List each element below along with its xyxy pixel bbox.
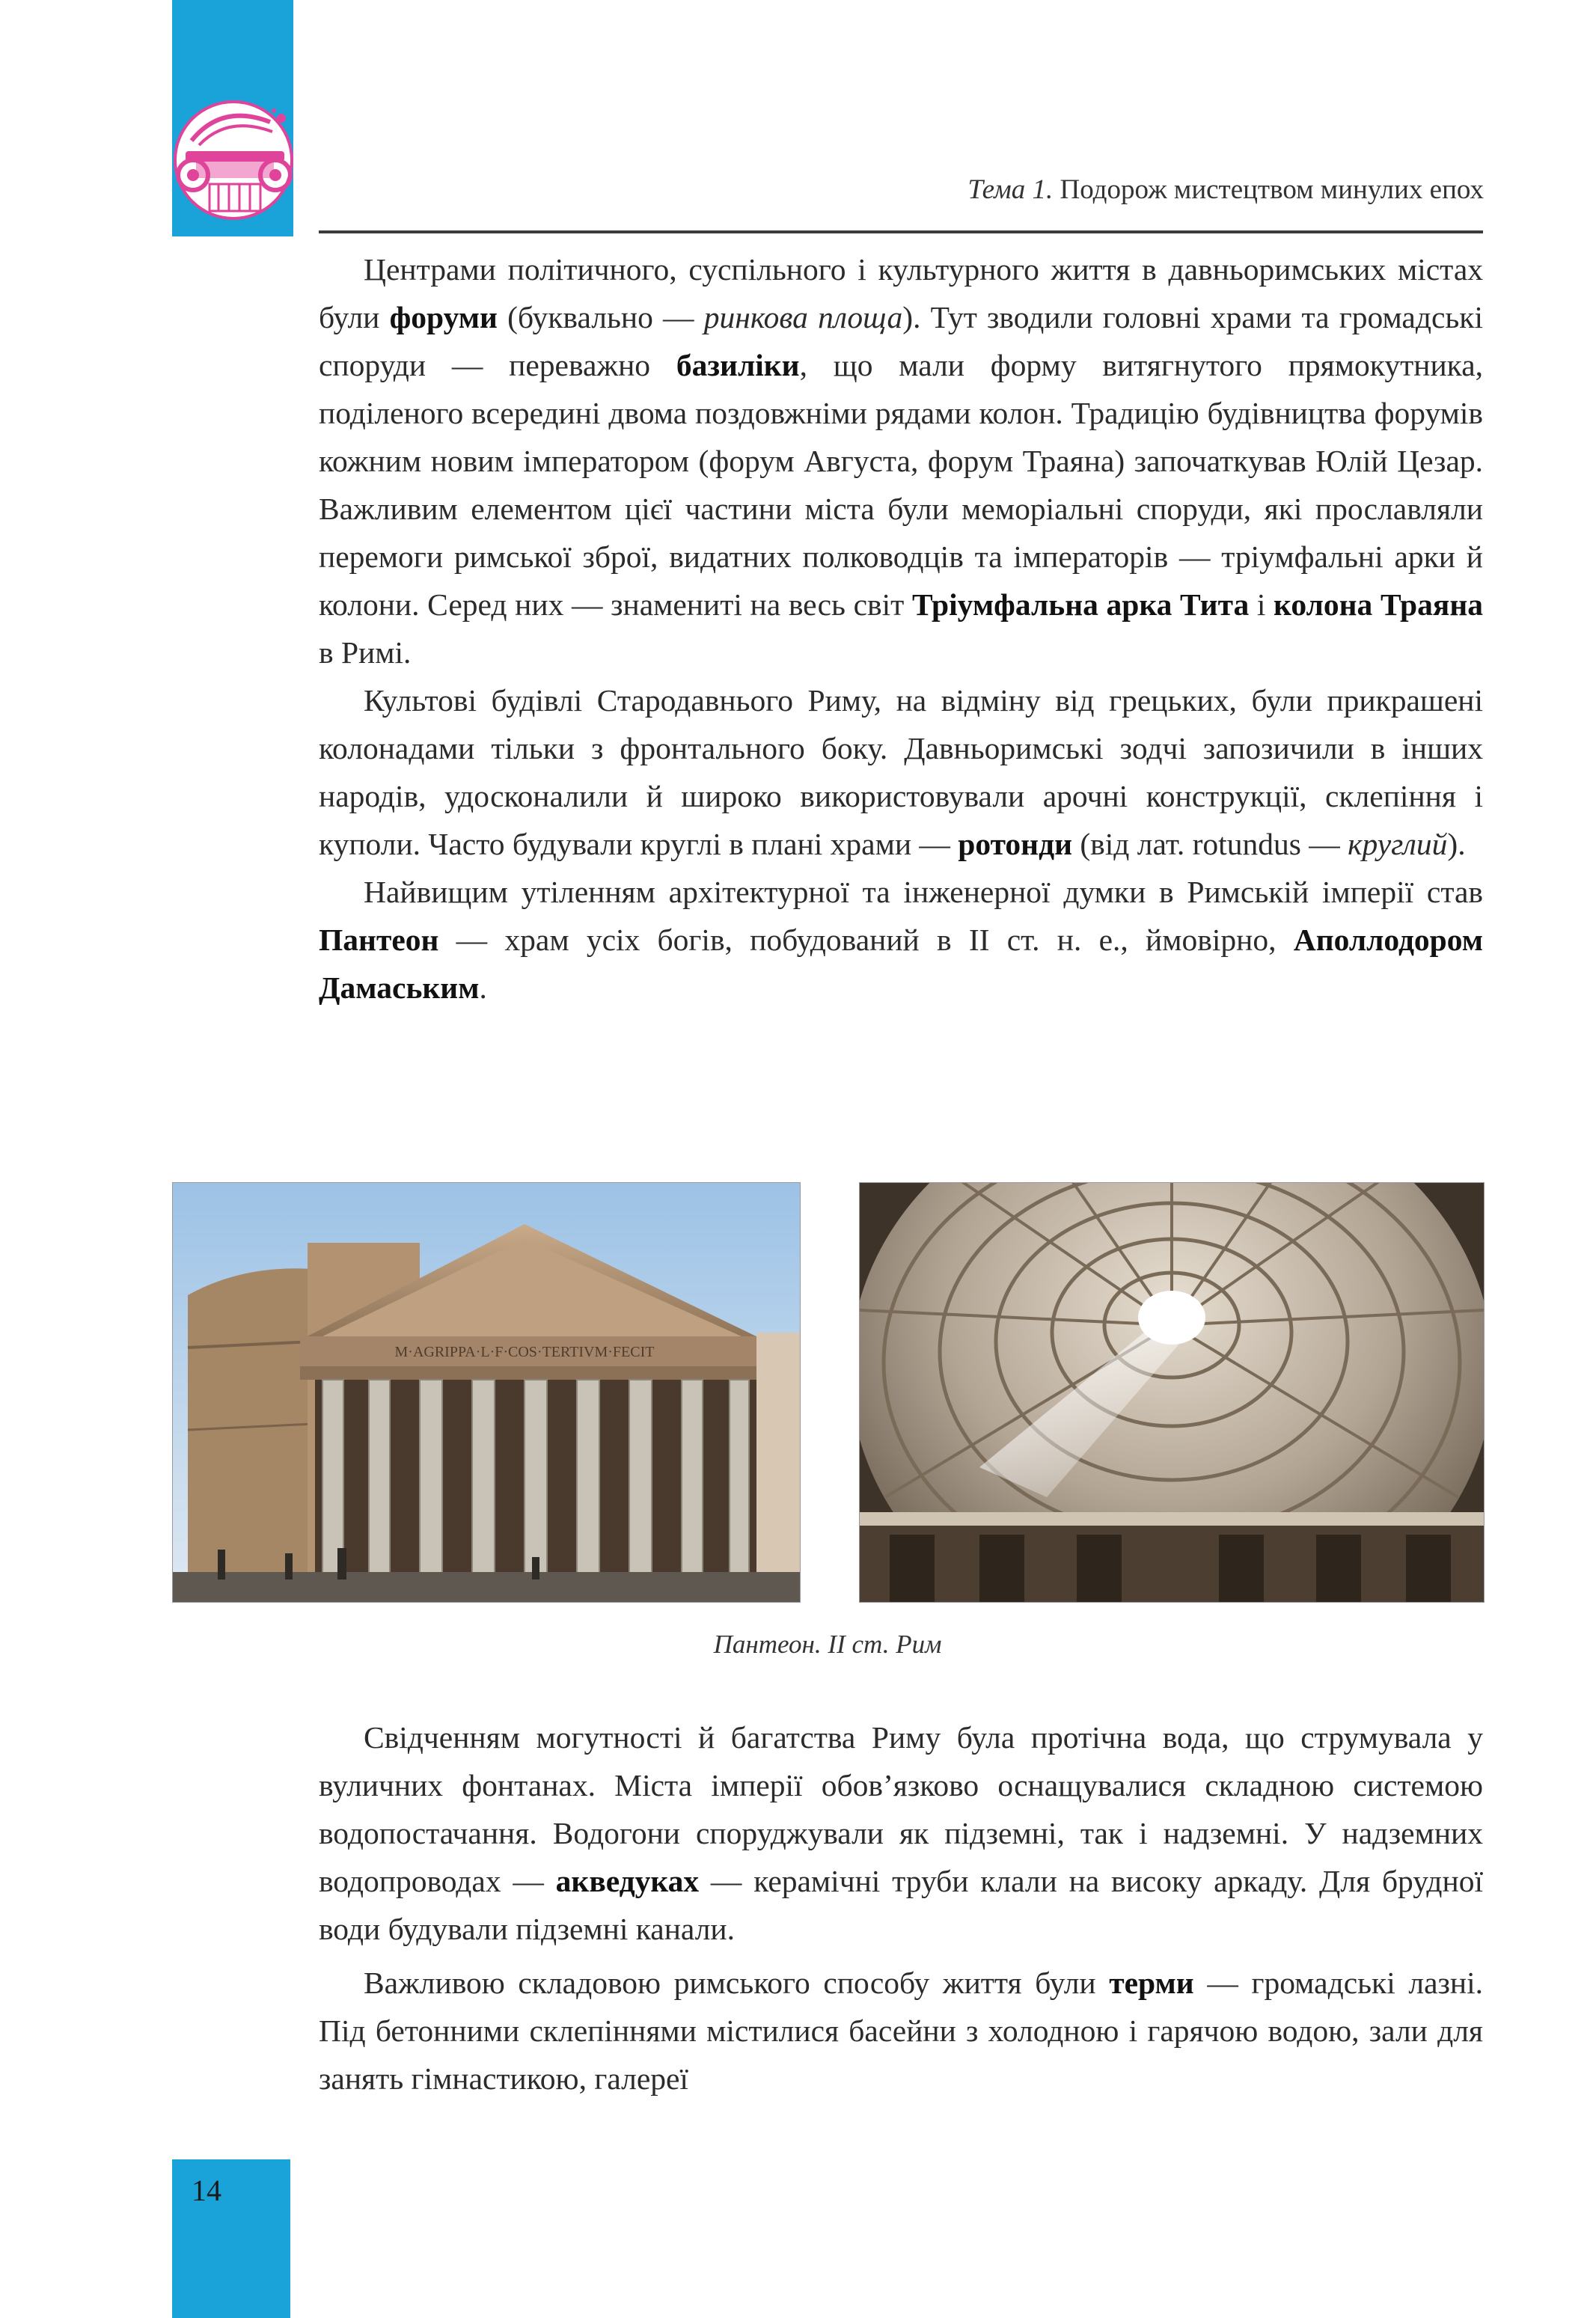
text-run: . <box>479 970 487 1005</box>
italic-term: круглий <box>1348 827 1448 861</box>
bold-term: ротонди <box>958 827 1072 861</box>
text-run: Центрами політичного, суспільного і культурного життя в давньоримських містах були <box>319 252 1483 334</box>
body-text-top <box>319 245 1483 1012</box>
bold-term: акведуках <box>555 1864 700 1898</box>
text-run: Культові будівлі Стародавнього Риму, на відміну від грецьких, були прикрашені колонадами тільки з фронтального боку. Давньоримські зодчі запозичили в інших народів, удосконалили й широко використовували арочні конструкції, склепіння і куполи. Часто будували круглі в плані храми — <box>319 683 1483 861</box>
text-run: Свідченням могутності й багатства Риму була протічна вода, що струмувала у вуличних фонтанах. Міста імперії обов’язково оснащувалися складною системою водопостачання. Водогони споруджували як підземні, так і надземні. У надземних водопроводах — <box>319 1720 1483 1898</box>
italic-term: ринкова площа <box>703 300 903 334</box>
text-run: — храм усіх богів, побудований в II ст. н. е., ймовірно, <box>438 923 1294 957</box>
text-run: в Римі. <box>319 635 412 670</box>
text-run: — керамічні труби клали на високу аркаду. Для брудної води будували підземні канали. <box>319 1864 1484 1946</box>
text-run: Важливою складовою римського способу життя були <box>364 1966 1110 2000</box>
paragraph <box>319 868 1483 1012</box>
text-run: і <box>1249 587 1274 622</box>
paragraph <box>319 676 1483 868</box>
text-run: ). <box>1447 827 1466 861</box>
ionic-capital-logo-icon <box>169 88 304 223</box>
text-run: Найвищим утіленням архітектурної та інженерної думки в Римській імперії став <box>364 875 1483 909</box>
text-run: , що мали форму витягнутого прямокутника, поділеного всередині двома поздовжніми рядами колон. Традицію будівництва форумів кожним новим імператором (форум Августа, форум Траяна) започаткував Юлій Цезар. Важливим елементом цієї частини міста були меморіальні споруди, які прославляли перемоги римської зброї, видатних полководців та імператорів — тріумфальні арки й колони. Серед них — знамениті на весь світ <box>319 348 1483 622</box>
topic-label: Тема 1. <box>967 174 1054 205</box>
bold-term: базиліки <box>676 348 800 382</box>
bold-term: Пантеон <box>319 923 439 957</box>
paragraph <box>319 1713 1483 1953</box>
bold-term: форуми <box>389 300 498 334</box>
running-header <box>967 174 1484 206</box>
bold-term: терми <box>1109 1966 1194 2000</box>
body-text-bottom <box>319 1713 1483 2103</box>
text-run: (буквально — <box>497 300 704 334</box>
portico-inscription: M·AGRIPPA·L·F·COS·TERTIVM·FECIT <box>394 1344 655 1360</box>
bold-term: Аполлодором Дамаським <box>319 923 1483 1005</box>
figure-caption: Пантеон. II ст. Рим <box>713 1630 942 1659</box>
bold-term: колона Траяна <box>1274 587 1483 622</box>
text-run: (від лат. rotundus — <box>1071 827 1348 861</box>
page-number: 14 <box>192 2174 221 2207</box>
text-run: — громадські лазні. Під бетонними склепіннями містилися басейни з холодною і гарячою водою, зали для занять гімнастикою, галереї <box>319 1966 1484 2096</box>
paragraph <box>319 1959 1483 2103</box>
pantheon-dome-interior-photo <box>859 1182 1485 1603</box>
pantheon-exterior-photo <box>172 1182 801 1603</box>
bold-term: Тріумфальна арка Тита <box>911 587 1250 622</box>
text-run: ). Тут зводили головні храми та громадські споруди — переважно <box>319 300 1483 382</box>
paragraph <box>319 245 1483 676</box>
topic-title: Подорож мистецтвом минулих епох <box>1060 174 1484 205</box>
footer-color-tab <box>172 2159 290 2318</box>
header-rule <box>319 230 1483 233</box>
